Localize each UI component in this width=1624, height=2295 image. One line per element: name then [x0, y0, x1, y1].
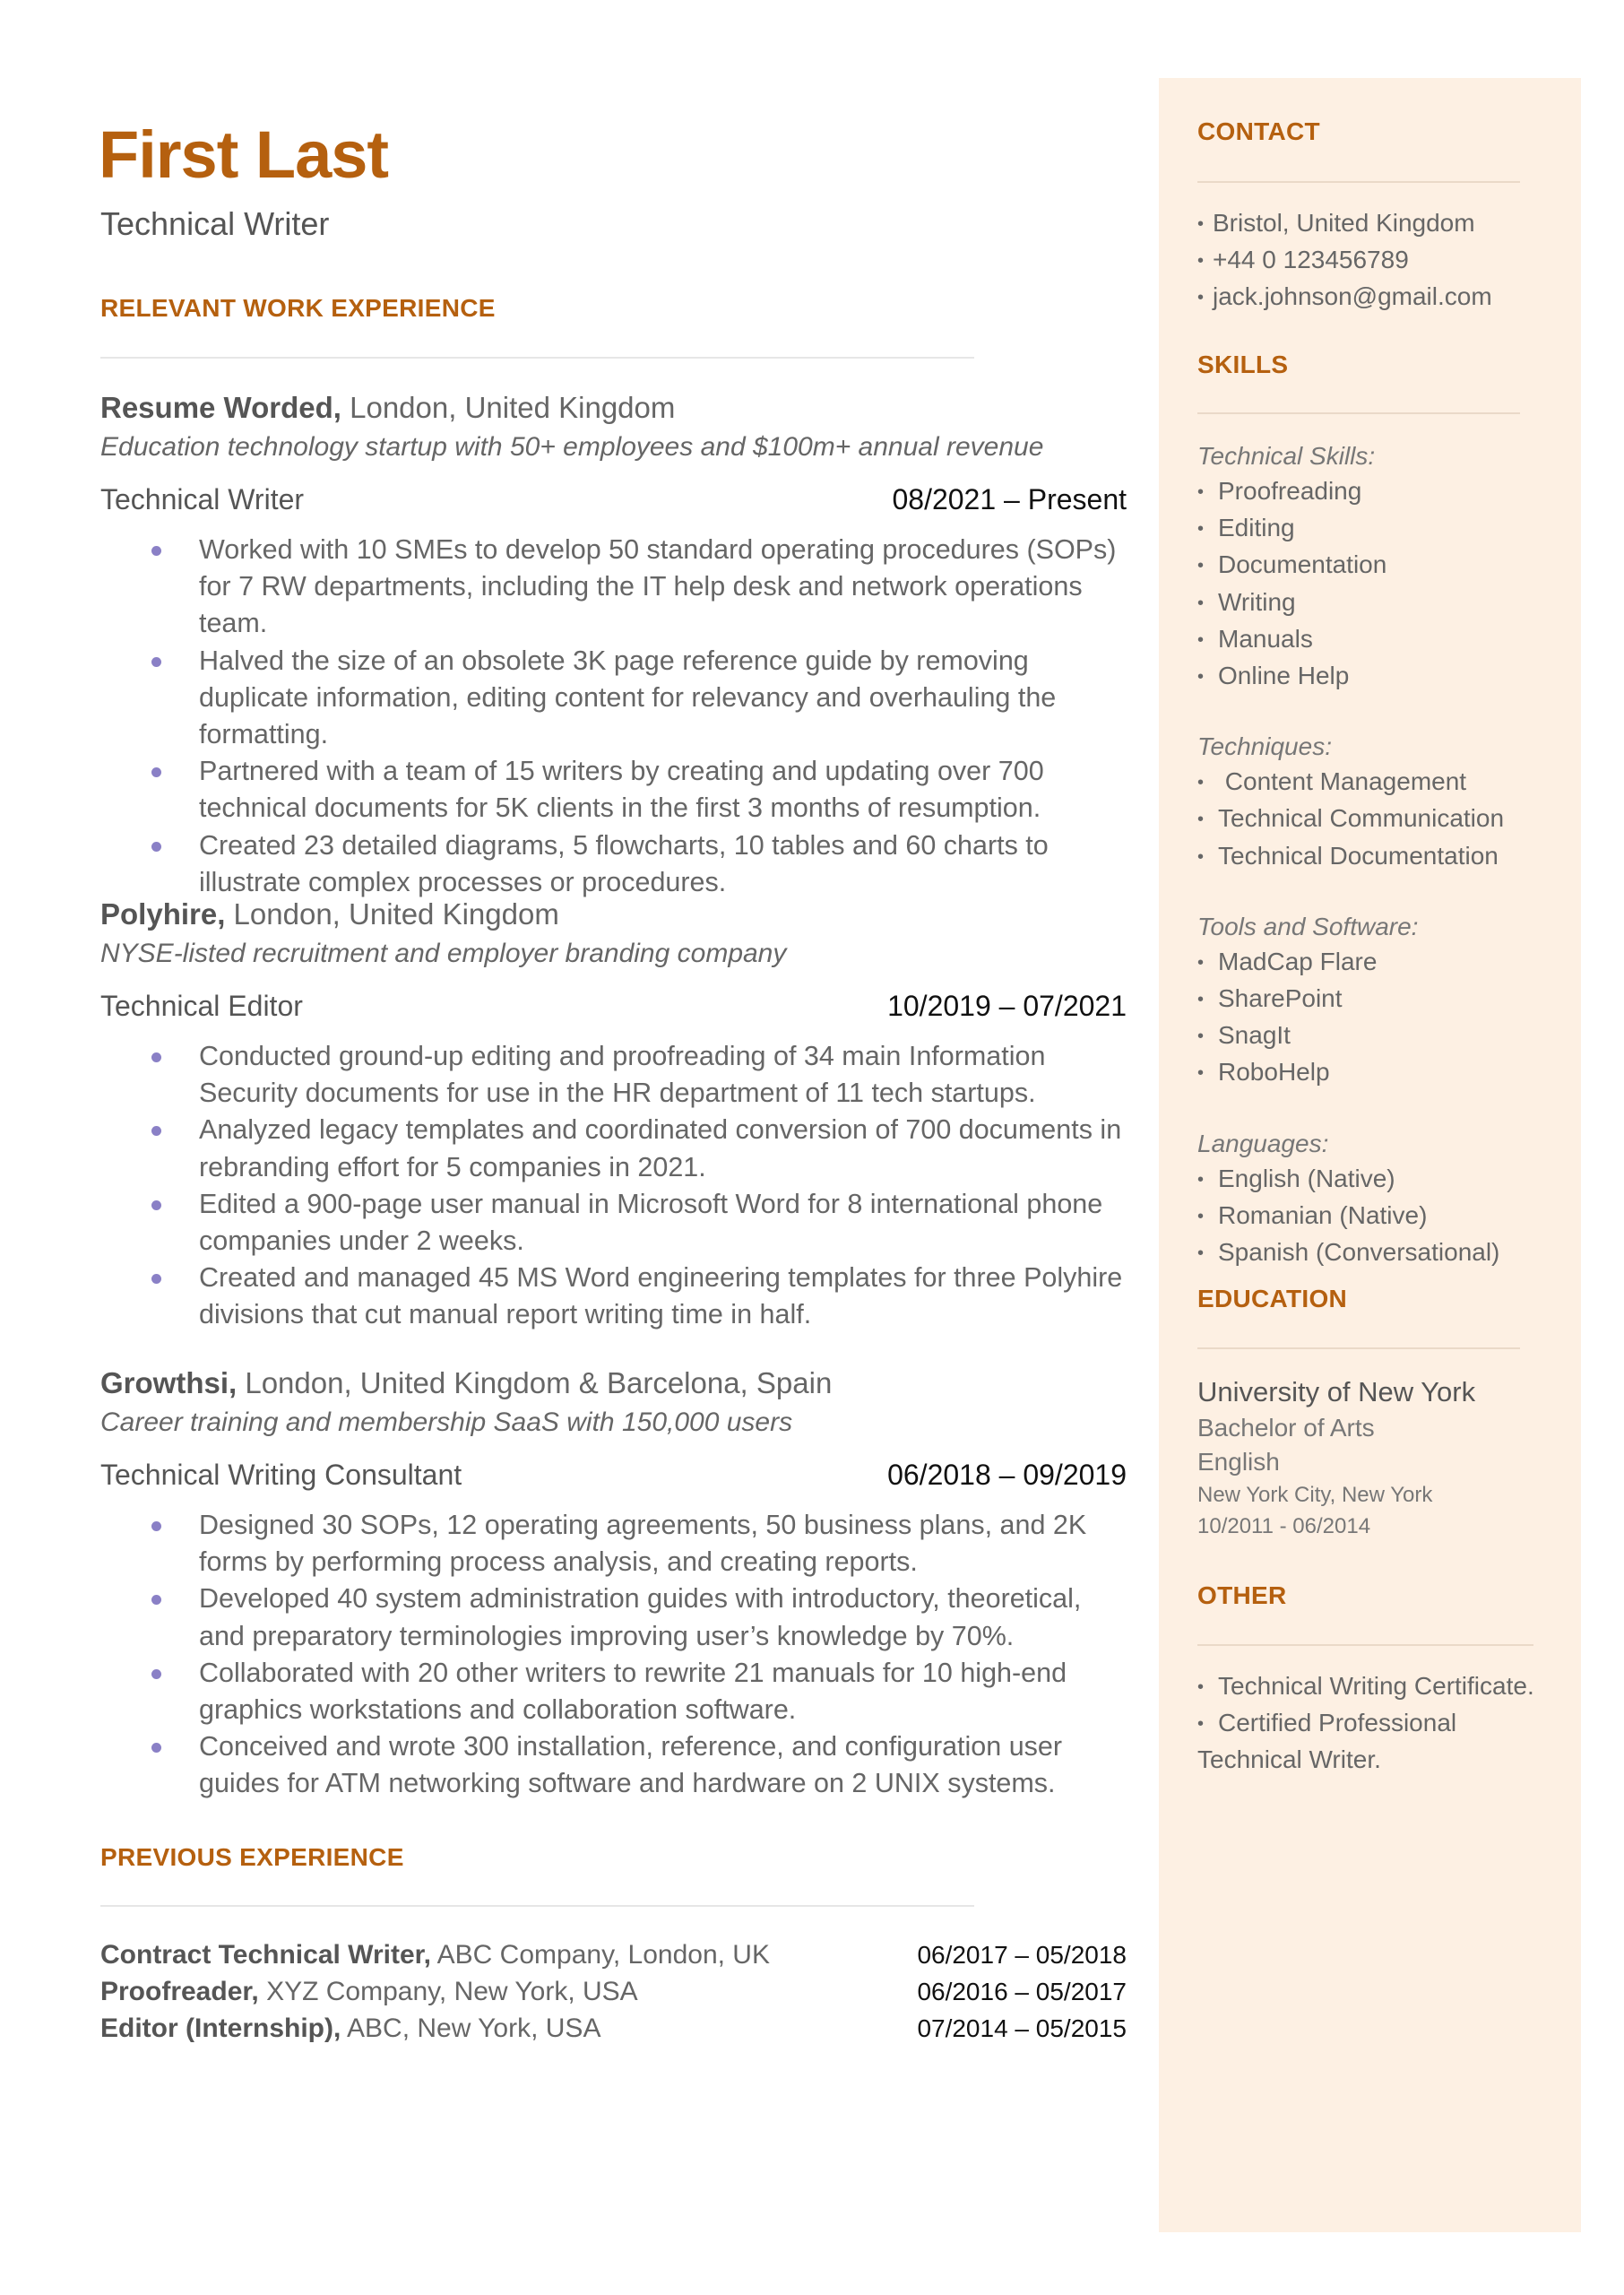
candidate-name: First Last: [99, 117, 389, 192]
skill-item-text: SharePoint: [1218, 984, 1343, 1013]
job-dates: 10/2019 – 07/2021: [887, 990, 1127, 1022]
skill-item: [1197, 801, 1574, 837]
bullet-icon: •: [1197, 667, 1205, 688]
bullet-item: [100, 1728, 1127, 1802]
bullet-text: Designed 30 SOPs, 12 operating agreements, 50 business plans, and 2K forms by performing process analysis, and creating reports.: [199, 1510, 1087, 1578]
skill-group: [1197, 1126, 1574, 1272]
bullet-text: Worked with 10 SMEs to develop 50 standard operating procedures (SOPs) for 7 RW departments, including the IT help desk and network operations team.: [199, 534, 1117, 639]
bullet-item: [100, 753, 1127, 827]
skill-item-text: SnagIt: [1218, 1021, 1291, 1050]
skill-group: [1197, 438, 1574, 695]
other-item: [1197, 1668, 1556, 1705]
previous-place: ABC, New York, USA: [341, 2014, 601, 2043]
bullet-text: Developed 40 system administration guides with introductory, theoretical, and preparatory terminologies improving user’s knowledge by 70%.: [199, 1583, 1082, 1651]
bullet-item: [100, 532, 1127, 643]
skill-item: [1197, 838, 1574, 875]
skill-group: [1197, 729, 1574, 875]
bullet-icon: •: [1197, 629, 1205, 650]
bullet-text: Halved the size of an obsolete 3K page reference guide by removing duplicate information, editing content for relevancy and overhauling the formatting.: [199, 645, 1057, 750]
bullet-text: Created and managed 45 MS Word engineering templates for three Polyhire divisions that cut manual report writing time in half.: [199, 1262, 1123, 1330]
job-dates: 06/2018 – 09/2019: [887, 1459, 1127, 1491]
skill-item-text: Writing: [1218, 587, 1296, 616]
bullet-icon: •: [1197, 1026, 1205, 1047]
bullet-dot-icon: [151, 1200, 161, 1210]
previous-experience-row: [100, 2010, 1127, 2047]
job-role: Technical Writing Consultant: [100, 1459, 462, 1491]
previous-experience-row: [100, 1936, 1127, 1973]
company-name: Polyhire,: [100, 897, 226, 931]
bullet-icon: •: [1197, 593, 1205, 613]
skill-group-label: Technical Skills:: [1197, 442, 1376, 470]
contact-item-text: +44 0 123456789: [1213, 246, 1409, 274]
bullet-icon: •: [1197, 214, 1205, 234]
bullet-dot-icon: [151, 1052, 161, 1062]
bullet-item: [100, 1507, 1127, 1581]
bullet-icon: •: [1197, 1063, 1205, 1084]
skill-item-text: Manuals: [1218, 624, 1313, 653]
bullet-item: [100, 1581, 1127, 1654]
bullet-icon: •: [1197, 773, 1205, 793]
other-item-text: Technical Writing Certificate.: [1218, 1672, 1534, 1700]
skill-item-text: Editing: [1218, 514, 1295, 542]
education-location: New York City, New York: [1197, 1483, 1433, 1507]
bullet-dot-icon: [151, 1126, 161, 1136]
skill-item: [1197, 621, 1574, 658]
bullet-icon: •: [1197, 556, 1205, 576]
skill-group-label: Techniques:: [1197, 732, 1332, 761]
bullet-list: [100, 1507, 1127, 1803]
education-field: English: [1197, 1448, 1280, 1476]
skill-item: [1197, 981, 1574, 1018]
bullet-icon: •: [1197, 1677, 1205, 1697]
previous-dates: 07/2014 – 05/2015: [917, 2014, 1127, 2042]
education-dates: 10/2011 - 06/2014: [1197, 1514, 1371, 1538]
company-name: Resume Worded,: [100, 391, 341, 424]
divider: [100, 1905, 974, 1907]
skill-item: [1197, 585, 1574, 621]
contact-item: [1197, 279, 1492, 316]
other-list: [1197, 1668, 1556, 1778]
job-entry: [100, 388, 1127, 901]
previous-role: Editor (Internship),: [100, 2014, 341, 2043]
skill-item: [1197, 764, 1574, 801]
skill-item: [1197, 1161, 1574, 1198]
bullet-list: [100, 1038, 1127, 1334]
contact-item: [1197, 242, 1492, 279]
skill-item: [1197, 1054, 1574, 1091]
section-heading-other: OTHER: [1197, 1581, 1287, 1609]
skill-group: [1197, 909, 1574, 1092]
skill-item-text: Proofreading: [1218, 477, 1362, 505]
skill-item-text: Spanish (Conversational): [1218, 1238, 1500, 1267]
previous-role-line: [100, 1936, 770, 1973]
previous-experience-list: [100, 1936, 1127, 2047]
bullet-icon: •: [1197, 1243, 1205, 1264]
section-heading-contact: CONTACT: [1197, 117, 1320, 145]
bullet-dot-icon: [151, 1274, 161, 1284]
bullet-icon: •: [1197, 990, 1205, 1010]
divider: [1197, 1347, 1520, 1349]
skill-item-text: Romanian (Native): [1218, 1200, 1428, 1229]
bullet-icon: •: [1197, 251, 1205, 272]
previous-role: Proofreader,: [100, 1977, 259, 2006]
previous-role-line: [100, 1973, 638, 2010]
previous-dates: 06/2016 – 05/2017: [917, 1978, 1127, 2005]
job-role: Technical Editor: [100, 990, 303, 1022]
skill-item-text: Technical Documentation: [1218, 841, 1499, 870]
previous-dates: 06/2017 – 05/2018: [917, 1941, 1127, 1969]
company-description: Career training and membership SaaS with 150,000 users: [100, 1407, 793, 1437]
bullet-text: Partnered with a team of 15 writers by creating and updating over 700 technical documents for 5K clients in the first 3 months of resumption.: [199, 756, 1044, 824]
bullet-text: Conducted ground-up editing and proofreading of 34 main Information Security documents for use in the HR department of 11 tech startups.: [199, 1041, 1046, 1109]
skill-item: [1197, 1234, 1574, 1271]
bullet-icon: •: [1197, 1206, 1205, 1226]
skill-item: [1197, 473, 1574, 510]
skill-group-label: Tools and Software:: [1197, 912, 1419, 940]
role-row: [100, 1455, 1127, 1494]
company-name: Growthsi,: [100, 1366, 238, 1399]
bullet-item: [100, 1260, 1127, 1333]
skill-item: [1197, 1198, 1574, 1234]
skill-item: [1197, 658, 1574, 695]
role-row: [100, 480, 1127, 519]
company-location: London, United Kingdom: [225, 897, 559, 931]
company-line: [100, 895, 1127, 934]
bullet-icon: •: [1197, 1714, 1205, 1735]
skill-item-text: English (Native): [1218, 1164, 1395, 1192]
previous-role-line: [100, 2010, 600, 2047]
company-description: NYSE-listed recruitment and employer branding company: [100, 939, 787, 968]
previous-experience-row: [100, 1973, 1127, 2010]
section-heading-work: RELEVANT WORK EXPERIENCE: [100, 294, 496, 322]
skill-item-text: Content Management: [1218, 767, 1467, 796]
skill-item-text: Documentation: [1218, 550, 1387, 579]
bullet-dot-icon: [151, 1669, 161, 1679]
company-description: Education technology startup with 50+ employees and $100m+ annual revenue: [100, 432, 1044, 462]
contact-item-text: jack.johnson@gmail.com: [1213, 282, 1492, 311]
contact-item-text: Bristol, United Kingdom: [1213, 209, 1475, 237]
job-entry: [100, 1364, 1127, 1803]
divider: [100, 357, 974, 359]
section-heading-previous: PREVIOUS EXPERIENCE: [100, 1843, 404, 1871]
education-school: University of New York: [1197, 1376, 1476, 1407]
bullet-text: Collaborated with 20 other writers to rewrite 21 manuals for 10 high-end graphics workstations and collaboration software.: [199, 1657, 1067, 1726]
bullet-icon: •: [1197, 810, 1205, 830]
skills-list: [1197, 438, 1574, 1271]
other-item-text: Certified Professional Technical Writer.: [1197, 1709, 1457, 1774]
education-entry: [1197, 1373, 1475, 1542]
other-item: [1197, 1705, 1556, 1777]
bullet-item: [100, 1112, 1127, 1185]
bullet-text: Edited a 900-page user manual in Microsoft Word for 8 international phone companies under 2 weeks.: [199, 1188, 1103, 1257]
bullet-icon: •: [1197, 846, 1205, 867]
job-entry: [100, 895, 1127, 1334]
skill-item-text: Technical Communication: [1218, 804, 1505, 833]
bullet-item: [100, 643, 1127, 754]
skill-group-label: Languages:: [1197, 1129, 1329, 1157]
divider: [1197, 1644, 1533, 1646]
bullet-item: [100, 827, 1127, 901]
bullet-item: [100, 1186, 1127, 1260]
bullet-text: Conceived and wrote 300 installation, reference, and configuration user guides for ATM networking software and hardware on 2 UNIX systems.: [199, 1731, 1063, 1799]
divider: [1197, 412, 1520, 414]
bullet-item: [100, 1038, 1127, 1112]
section-heading-skills: SKILLS: [1197, 351, 1289, 378]
job-dates: 08/2021 – Present: [892, 483, 1127, 515]
company-line: [100, 1364, 1127, 1403]
bullet-item: [100, 1655, 1127, 1728]
skill-item: [1197, 510, 1574, 547]
education-degree: Bachelor of Arts: [1197, 1414, 1375, 1442]
divider: [1197, 181, 1520, 183]
section-heading-education: EDUCATION: [1197, 1285, 1348, 1312]
previous-place: XYZ Company, New York, USA: [258, 1977, 638, 2006]
bullet-icon: •: [1197, 1169, 1205, 1190]
bullet-text: Analyzed legacy templates and coordinated conversion of 700 documents in rebranding effort for 5 companies in 2021.: [199, 1114, 1122, 1182]
skill-item-text: MadCap Flare: [1218, 947, 1378, 975]
previous-role: Contract Technical Writer,: [100, 1940, 431, 1970]
role-row: [100, 986, 1127, 1026]
skill-item: [1197, 1018, 1574, 1054]
contact-list: [1197, 205, 1492, 316]
bullet-dot-icon: [151, 657, 161, 667]
bullet-dot-icon: [151, 1521, 161, 1531]
company-line: [100, 388, 1127, 428]
contact-item: [1197, 205, 1492, 242]
bullet-dot-icon: [151, 767, 161, 777]
skill-item: [1197, 547, 1574, 584]
bullet-icon: •: [1197, 519, 1205, 540]
bullet-dot-icon: [151, 842, 161, 852]
skill-item: [1197, 944, 1574, 981]
bullet-list: [100, 532, 1127, 901]
bullet-dot-icon: [151, 546, 161, 556]
job-role: Technical Writer: [100, 483, 305, 515]
candidate-title: Technical Writer: [100, 205, 330, 242]
bullet-icon: •: [1197, 288, 1205, 308]
bullet-dot-icon: [151, 1595, 161, 1605]
bullet-text: Created 23 detailed diagrams, 5 flowcharts, 10 tables and 60 charts to illustrate complex processes or procedures.: [199, 829, 1049, 897]
skill-item-text: Online Help: [1218, 662, 1350, 690]
company-location: London, United Kingdom: [341, 391, 676, 424]
bullet-icon: •: [1197, 482, 1205, 502]
previous-place: ABC Company, London, UK: [430, 1940, 770, 1970]
company-location: London, United Kingdom & Barcelona, Spain: [237, 1366, 833, 1399]
skill-item-text: RoboHelp: [1218, 1058, 1330, 1087]
bullet-dot-icon: [151, 1743, 161, 1753]
bullet-icon: •: [1197, 952, 1205, 973]
